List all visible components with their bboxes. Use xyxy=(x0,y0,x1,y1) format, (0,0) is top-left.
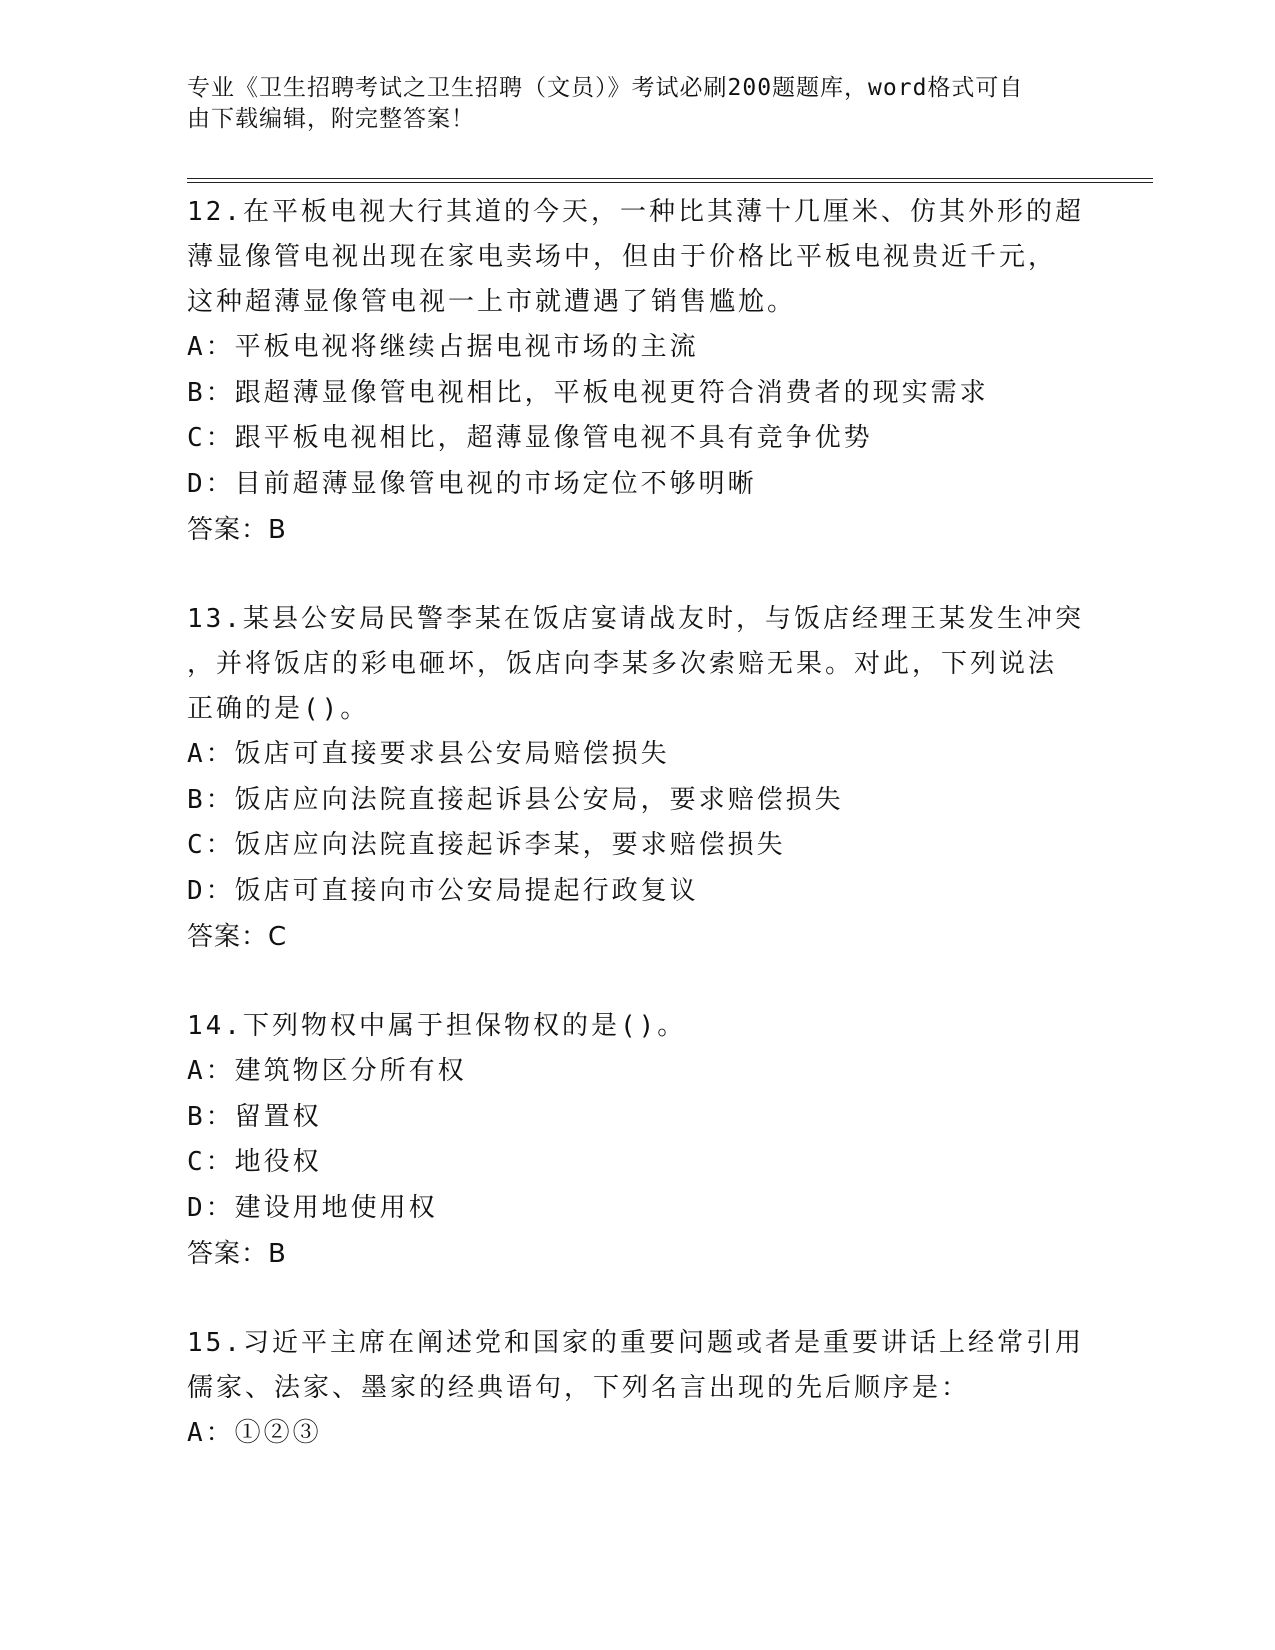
option-b: B：跟超薄显像管电视相比，平板电视更符合消费者的现实需求 xyxy=(187,377,989,408)
question-stem-line: 这种超薄显像管电视一上市就遭遇了销售尴尬。 xyxy=(187,287,797,317)
option-b: B：留置权 xyxy=(187,1101,322,1132)
question-13 xyxy=(187,597,1087,960)
option-c: C：饭店应向法院直接起诉李某，要求赔偿损失 xyxy=(187,830,786,860)
spacer xyxy=(187,553,1087,597)
option-d: D：饭店可直接向市公安局提起行政复议 xyxy=(187,875,699,906)
header-divider xyxy=(187,178,1153,183)
option-a: A：建筑物区分所有权 xyxy=(187,1056,467,1086)
spacer xyxy=(187,960,1087,1004)
question-stem-line: 儒家、法家、墨家的经典语句，下列名言出现的先后顺序是： xyxy=(187,1373,971,1403)
question-15 xyxy=(187,1321,1087,1457)
question-list xyxy=(187,190,1087,1457)
option-a: A：①②③ xyxy=(187,1418,322,1448)
answer-line: 答案：C xyxy=(187,922,288,952)
answer-line: 答案：B xyxy=(187,515,287,545)
option-a: A：平板电视将继续占据电视市场的主流 xyxy=(187,332,699,362)
question-14 xyxy=(187,1004,1087,1277)
question-stem-line: 12.在平板电视大行其道的今天，一种比其薄十几厘米、仿其外形的超 xyxy=(187,197,1084,227)
option-d: D：目前超薄显像管电视的市场定位不够明晰 xyxy=(187,468,757,499)
question-stem-line: 14.下列物权中属于担保物权的是()。 xyxy=(187,1011,687,1041)
option-c: C：跟平板电视相比，超薄显像管电视不具有竞争优势 xyxy=(187,423,873,453)
question-stem-line: 正确的是()。 xyxy=(187,694,370,724)
header-title-line-1: 专业《卫生招聘考试之卫生招聘（文员）》考试必刷200题题库，word格式可自 xyxy=(187,75,1024,101)
option-d: D：建设用地使用权 xyxy=(187,1192,438,1223)
option-c: C：地役权 xyxy=(187,1147,322,1177)
option-a: A：饭店可直接要求县公安局赔偿损失 xyxy=(187,739,670,769)
question-stem-line: ，并将饭店的彩电砸坏，饭店向李某多次索赔无果。对此，下列说法 xyxy=(187,649,1058,679)
answer-line: 答案：B xyxy=(187,1239,287,1269)
question-12 xyxy=(187,190,1087,553)
document-header xyxy=(187,73,1067,135)
spacer xyxy=(187,1277,1087,1321)
header-title-line-2: 由下载编辑，附完整答案！ xyxy=(187,106,475,132)
question-stem-line: 15.习近平主席在阐述党和国家的重要问题或者是重要讲话上经常引用 xyxy=(187,1328,1084,1358)
option-b: B：饭店应向法院直接起诉县公安局，要求赔偿损失 xyxy=(187,784,844,815)
question-stem-line: 13.某县公安局民警李某在饭店宴请战友时，与饭店经理王某发生冲突 xyxy=(187,604,1084,634)
question-stem-line: 薄显像管电视出现在家电卖场中，但由于价格比平板电视贵近千元， xyxy=(187,242,1058,272)
